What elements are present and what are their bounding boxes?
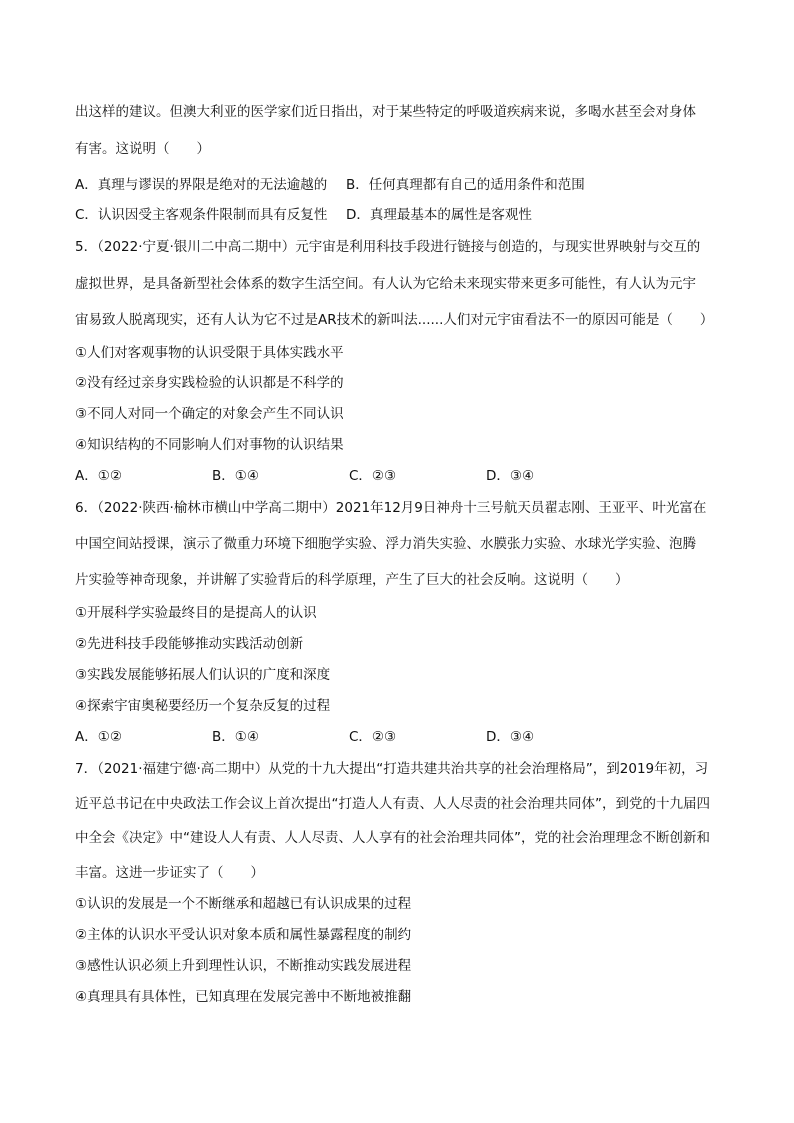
q6-option-d[interactable]: D．③④ — [486, 729, 535, 745]
q6-stem-line-3: 片实验等神奇现象，并讲解了实验背后的科学原理，产生了巨大的社会反响。这说明（ ） — [75, 572, 629, 588]
q5-option-c[interactable]: C．②③ — [349, 468, 397, 484]
q7-stem-line-2: 近平总书记在中央政法工作会议上首次提出“打造人人有责、人人尽责的社会治理共同体”，到党的十九届四 — [75, 796, 710, 812]
q5-statement-2: ②没有经过亲身实践检验的认识都是不科学的 — [75, 375, 344, 391]
q5-options-row — [75, 467, 736, 485]
q4-options-row-2 — [75, 206, 736, 224]
q5-stem-line-2: 虚拟世界，是具备新型社会体系的数字生活空间。有人认为它给未来现实带来更多可能性，有人认为元宇 — [75, 276, 696, 292]
q4-options-row-1 — [75, 176, 736, 194]
q6-option-a[interactable]: A．①② — [75, 729, 122, 745]
q6-option-b[interactable]: B．①④ — [212, 729, 259, 745]
q6-stem-line-1: 6．（2022·陕西·榆林市横山中学高二期中）2021年12月9日神舟十三号航天员翟志刚、王亚平、叶光富在 — [75, 500, 707, 516]
q6-option-c[interactable]: C．②③ — [349, 729, 397, 745]
q5-statement-4: ④知识结构的不同影响人们对事物的认识结果 — [75, 437, 344, 453]
q7-statement-2: ②主体的认识水平受认识对象本质和属性暴露程度的制约 — [75, 927, 412, 943]
q7-statement-3: ③感性认识必须上升到理性认识，不断推动实践发展进程 — [75, 958, 412, 974]
q5-stem-line-1: 5．（2022·宁夏·银川二中高二期中）元宇宙是利用科技手段进行链接与创造的，与现实世界映射与交互的 — [75, 239, 701, 255]
q6-statement-3: ③实践发展能够拓展人们认识的广度和深度 — [75, 667, 331, 683]
q4-stem-line-1: 出这样的建议。但澳大利亚的医学家们近日指出，对于某些特定的呼吸道疾病来说，多喝水甚至会对身体 — [75, 104, 696, 120]
q4-option-c[interactable]: C．认识因受主客观条件限制而具有反复性 — [75, 207, 328, 223]
q7-stem-line-4: 丰富。这进一步证实了（ ） — [75, 865, 264, 881]
q6-options-row — [75, 728, 736, 746]
q6-statement-2: ②先进科技手段能够推动实践活动创新 — [75, 636, 304, 652]
q4-option-a[interactable]: A．真理与谬误的界限是绝对的无法逾越的 — [75, 177, 328, 193]
q7-stem-line-1: 7．（2021·福建宁德·高二期中）从党的十九大提出“打造共建共治共享的社会治理格局”，到2019年初，习 — [75, 761, 709, 777]
q5-statement-3: ③不同人对同一个确定的对象会产生不同认识 — [75, 406, 344, 422]
q6-statement-4: ④探索宇宙奥秘要经历一个复杂反复的过程 — [75, 698, 331, 714]
q7-statement-4: ④真理具有具体性，已知真理在发展完善中不断地被推翻 — [75, 989, 412, 1005]
q5-stem-line-3: 宙易致人脱离现实，还有人认为它不过是AR技术的新叫法......人们对元宇宙看法不一的原因可能是（ ） — [75, 312, 714, 328]
q4-stem-line-2: 有害。这说明（ ） — [75, 141, 210, 157]
q7-stem-line-3: 中全会《决定》中“建设人人有责、人人尽责、人人享有的社会治理共同体”，党的社会治理理念不断创新和 — [75, 830, 710, 846]
q6-statement-1: ①开展科学实验最终目的是提高人的认识 — [75, 605, 317, 621]
q5-option-a[interactable]: A．①② — [75, 468, 122, 484]
q4-option-d[interactable]: D．真理最基本的属性是客观性 — [346, 207, 532, 223]
q7-statement-1: ①认识的发展是一个不断继承和超越已有认识成果的过程 — [75, 896, 412, 912]
q5-option-d[interactable]: D．③④ — [486, 468, 535, 484]
q5-statement-1: ①人们对客观事物的认识受限于具体实践水平 — [75, 345, 344, 361]
q5-option-b[interactable]: B．①④ — [212, 468, 259, 484]
q4-option-b[interactable]: B．任何真理都有自己的适用条件和范围 — [346, 177, 585, 193]
q6-stem-line-2: 中国空间站授课，演示了微重力环境下细胞学实验、浮力消失实验、水膜张力实验、水球光学实验、泡腾 — [75, 536, 696, 552]
